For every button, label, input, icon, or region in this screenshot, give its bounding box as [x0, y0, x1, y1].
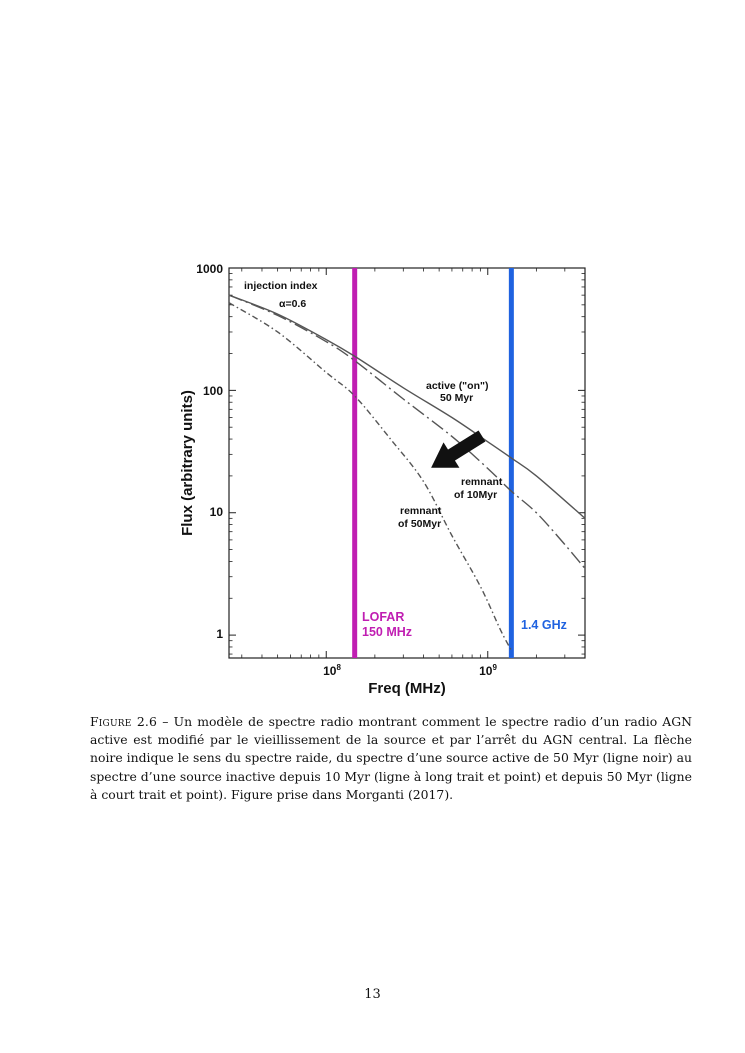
y-tick-label-10: 10	[209, 505, 223, 519]
spectrum-curves	[229, 295, 585, 650]
remnant10-age-label: of 10Myr	[454, 489, 498, 501]
page-number: 13	[364, 987, 381, 1002]
alpha-value-label: α=0.6	[279, 298, 307, 310]
injection-index-label: injection index	[244, 280, 318, 292]
axis-ticks	[229, 268, 585, 658]
frequency-markers	[355, 268, 512, 658]
figure-caption	[90, 713, 692, 804]
x-tick-label-1e8: $10^8$	[323, 663, 341, 678]
active-curve-age-label: 50 Myr	[440, 392, 474, 404]
x-tick-label-1e9: $10^9$	[479, 663, 497, 678]
ghz-label: 1.4 GHz	[521, 618, 567, 632]
y-tick-label-1: 1	[216, 627, 223, 641]
plot-frame	[229, 268, 585, 658]
remnant50-label: remnant	[400, 505, 442, 517]
active-curve-label: active ("on")	[426, 380, 489, 392]
y-tick-label-100: 100	[202, 384, 223, 398]
lofar-label: LOFAR	[362, 610, 405, 624]
lofar-freq-label: 150 MHz	[362, 625, 413, 639]
x-axis-label: Freq (MHz)	[368, 680, 446, 697]
remnant50-age-label: of 50Myr	[398, 518, 442, 530]
active-spectrum-curve	[229, 295, 585, 518]
y-axis-label: Flux (arbitrary units)	[179, 390, 196, 536]
figure-label: Figure 2.6	[90, 714, 158, 729]
spectrum-chart	[170, 255, 600, 700]
steepening-arrow	[423, 423, 490, 480]
y-tick-label-1000: 1000	[196, 262, 223, 276]
remnant10-label: remnant	[461, 476, 503, 488]
caption-text: – Un modèle de spectre radio montrant comment le spectre radio d’un radio AGN active est modifié par le vieillissement de la source et par l’arrêt du AGN central. La flèche noire indique le sens du spectre raide, du spectre d’une source active de 50 Myr (ligne noir) au spectre d’une source inactive depuis 10 Myr (ligne à long trait et point) et depuis 50 Myr (ligne à court trait et point). Figure prise dans Morganti (2017).	[90, 714, 692, 802]
